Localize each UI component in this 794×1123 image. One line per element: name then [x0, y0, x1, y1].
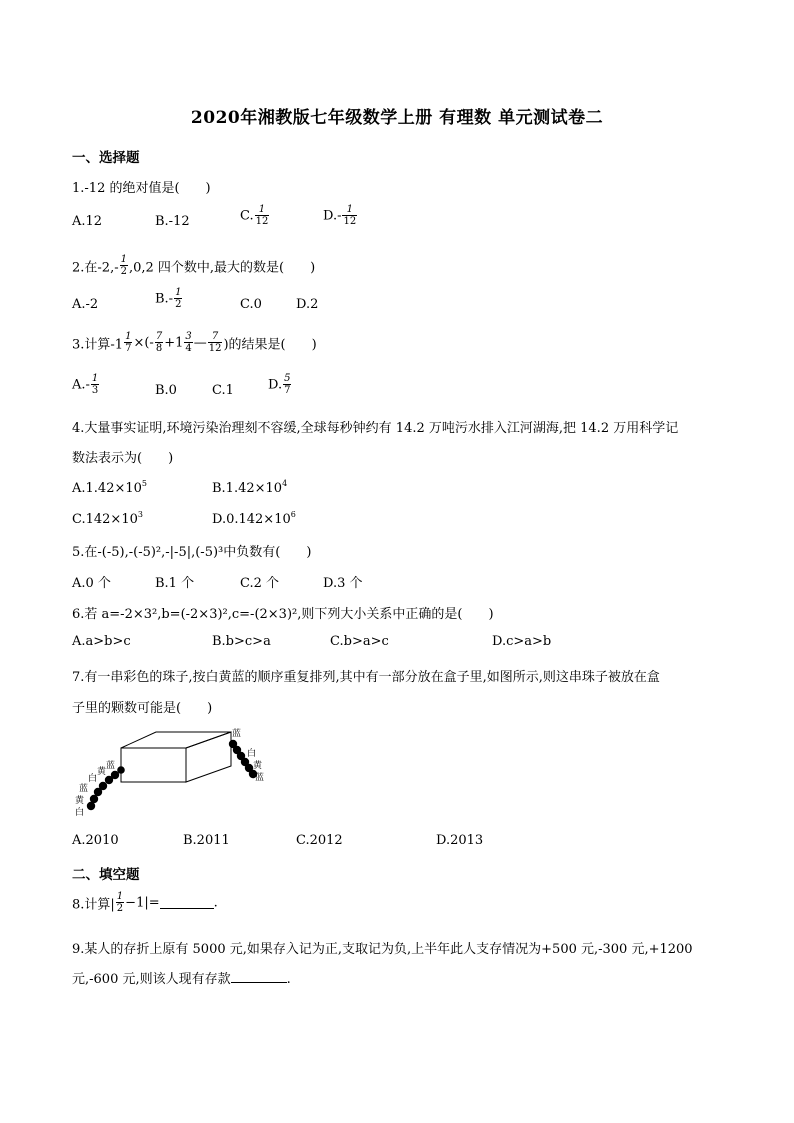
q2-option-a: A.-2: [72, 297, 99, 312]
q4-option-c: $C.142\times 10^3$: [72, 510, 143, 527]
left-bead-label: 白: [75, 808, 85, 818]
question-9-line-1: 9.某人的存折上原有 5000 元,如果存入记为正,支取记为负,上半年此人支存情况为+500 元,-300 元,+1200: [72, 942, 693, 957]
q7-option-a: A.2010: [72, 833, 119, 848]
q1-option-a: A.12: [72, 214, 103, 229]
question-1-stem: 1.-12 的绝对值是( ): [72, 181, 211, 196]
left-bead-label: 黄: [97, 767, 107, 777]
q7-option-c: C.2012: [296, 833, 343, 848]
question-5-stem: 5.在-(-5),-(-5)²,-|-5|,(-5)³中负数有( ): [72, 545, 312, 560]
question-3-stem: 3.计算-1 $\frac{1}{7}$ ×(- $\frac{7}{8}$ +1 $\frac{3}{4}$ — $\frac{7}{12}$ )的结果是( ): [72, 331, 317, 354]
question-4-line-2: 数法表示为( ): [72, 451, 174, 466]
right-bead-label: 蓝: [232, 729, 242, 739]
q7-option-b: B.2011: [183, 833, 230, 848]
q5-option-a: A.0 个: [72, 576, 111, 591]
question-4-line-1: 4.大量事实证明,环境污染治理刻不容缓,全球每秒钟约有 14.2 万吨污水排入江河湖海,把 14.2 万用科学记: [72, 421, 679, 436]
q3-option-c: C.1: [212, 383, 234, 398]
left-bead-label: 黄: [75, 796, 85, 806]
question-7-line-2: 子里的颗数可能是( ): [72, 701, 213, 716]
q5-option-d: D.3 个: [323, 576, 363, 591]
page-title: 2020年湘教版七年级数学上册 有理数 单元测试卷二: [190, 108, 604, 128]
left-bead-label: 蓝: [79, 784, 89, 794]
question-9-line-2: 元,-600 元,则该人现有存款 .: [72, 972, 291, 987]
q3-option-a: A.- $\frac{1}{3}$: [72, 373, 99, 396]
section-choice: 一、选择题: [72, 150, 140, 166]
q2-option-c: C.0: [240, 297, 262, 312]
question-7-line-1: 7.有一串彩色的珠子,按白黄蓝的顺序重复排列,其中有一部分放在盒子里,如图所示,则这串珠子被放在盒: [72, 670, 660, 685]
box-shape: [121, 732, 231, 782]
q4-option-a: $A.1.42\times 10^5$: [72, 479, 147, 496]
q6-option-c: C.b>a>c: [330, 634, 389, 649]
q4-option-d: $D.0.142\times 10^6$: [212, 510, 296, 527]
q5-option-c: C.2 个: [240, 576, 280, 591]
q8-answer-blank: [160, 898, 214, 909]
left-bead-label: 白: [88, 774, 98, 784]
left-bead-label: 蓝: [106, 761, 116, 771]
q1-option-c: C. $\frac{1}{12}$: [240, 204, 269, 227]
q9-answer-blank: [231, 972, 287, 983]
question-6-stem: 6.若 a=-2×3²,b=(-2×3)²,c=-(2×3)²,则下列大小关系中正确的是( ): [72, 607, 494, 622]
q5-option-b: B.1 个: [155, 576, 195, 591]
q1-option-b: B.-12: [155, 214, 190, 229]
q6-option-d: D.c>a>b: [492, 634, 552, 649]
section-fill: 二、填空题: [72, 867, 140, 883]
q6-option-a: A.a>b>c: [72, 634, 131, 649]
q3-option-d: D. $\frac{5}{7}$: [268, 373, 291, 396]
question-2-stem: 2.在-2,- $\frac{1}{2}$ ,0,2 四个数中,最大的数是( ): [72, 254, 316, 277]
q4-option-b: $B.1.42\times 10^4$: [212, 479, 288, 496]
right-bead-label: 蓝: [255, 773, 265, 783]
q3-option-b: B.0: [155, 383, 177, 398]
right-bead-chain: [229, 740, 257, 778]
right-bead-label: 黄: [253, 761, 263, 771]
q7-option-d: D.2013: [436, 833, 484, 848]
q2-option-d: D.2: [296, 297, 319, 312]
bead-box-figure: [66, 726, 276, 822]
question-8-stem: 8.计算| $\frac{1}{2}$ −1|= .: [72, 891, 218, 914]
q1-option-d: D.- $\frac{1}{12}$: [323, 204, 357, 227]
q2-option-b: B.- $\frac{1}{2}$: [155, 287, 182, 310]
q6-option-b: B.b>c>a: [212, 634, 271, 649]
right-bead-label: 白: [247, 749, 257, 759]
